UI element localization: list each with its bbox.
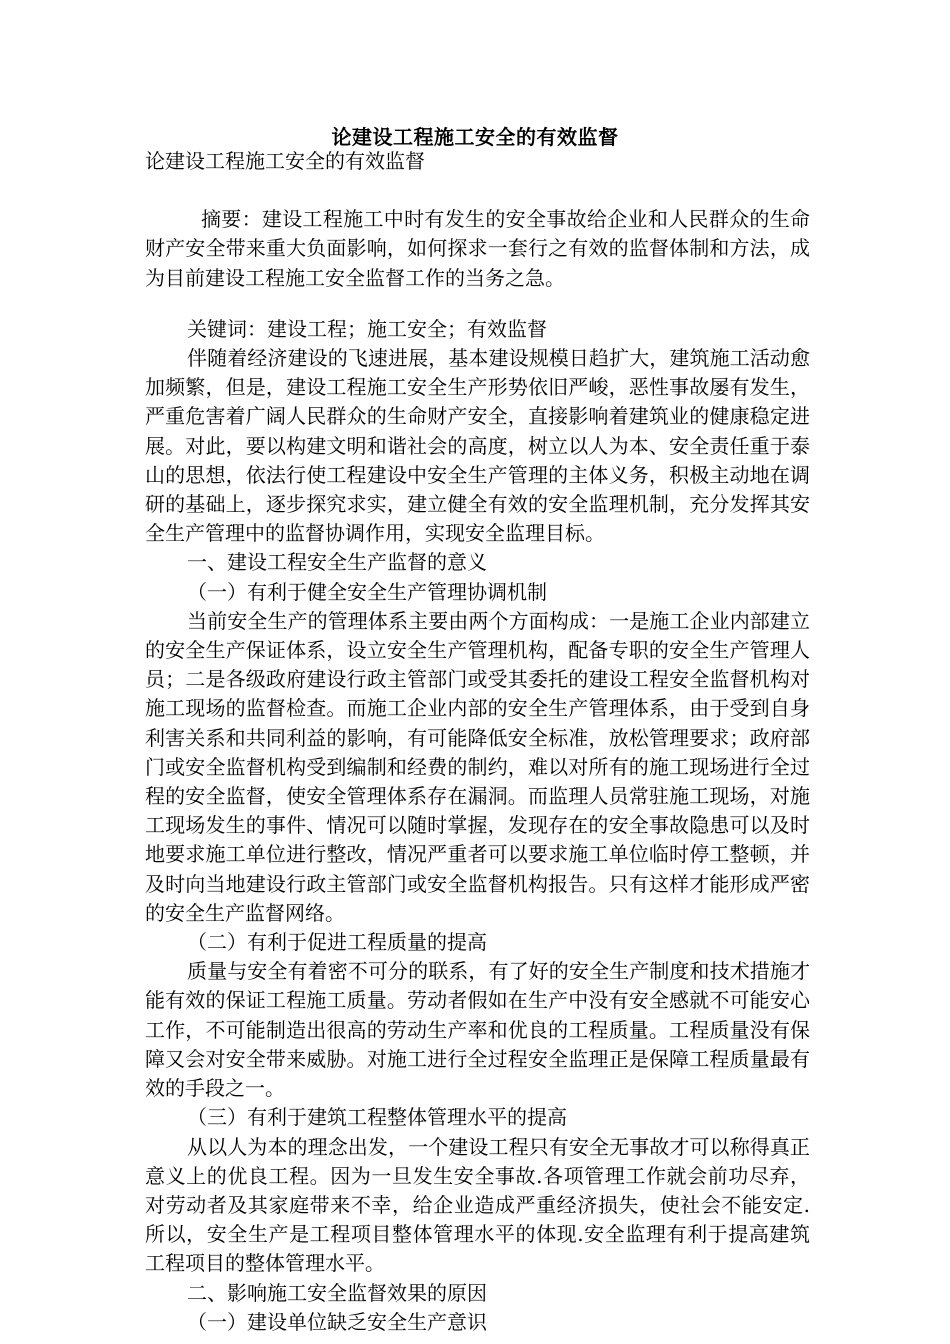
document-body [145,147,810,1337]
body-paragraph: 质量与安全有着密不可分的联系，有了好的安全生产制度和技术措施才能有效的保证工程施工质量。劳动者假如在生产中没有安全感就不可能安心工作，不可能制造出很高的劳动生产率和优良的工程质量。工程质量没有保障又会对安全带来威胁。对施工进行全过程安全监理正是保障工程质量最有效的手段之一。 [145,959,810,1101]
section-heading: 二、影响施工安全监督效果的原因 [187,1280,487,1305]
body-paragraph: 当前安全生产的管理体系主要由两个方面构成：一是施工企业内部建立的安全生产保证体系，设立安全生产管理机构，配备专职的安全生产管理人员；二是各级政府建设行政主管部门或受其委托的建设工程安全监督机构对施工现场的监督检查。而施工企业内部的安全生产管理体系，由于受到自身利害关系和共同利益的影响，有可能降低安全标准，放松管理要求；政府部门或安全监督机构受到编制和经费的制约，难以对所有的施工现场进行全过程的安全监督，使安全管理体系存在漏洞。而监理人员常驻施工现场，对施工现场发生的事件、情况可以随时掌握，发现存在的安全事故隐患可以及时地要求施工单位进行整改，情况严重者可以要求施工单位临时停工整顿，并及时向当地建设行政主管部门或安全监督机构报告。只有这样才能形成严密的安全生产监督网络。 [145,608,810,925]
intro-paragraph: 伴随着经济建设的飞速进展，基本建设规模日趋扩大，建筑施工活动愈加频繁，但是，建设工程施工安全生产形势依旧严峻，恶性事故屡有发生，严重危害着广阔人民群众的生命财产安全，直接影响着建筑业的健康稳定进展。对此，要以构建文明和谐社会的高度，树立以人为本、安全责任重于泰山的思想，依法行使工程建设中安全生产管理的主体义务，积极主动地在调研的基础上，逐步探究求实，建立健全有效的安全监理机制，充分发挥其安全生产管理中的监督协调作用，实现安全监理目标。 [145,346,810,546]
subsection-heading: （二）有利于促进工程质量的提高 [187,930,487,955]
body-paragraph: 从以人为本的理念出发，一个建设工程只有安全无事故才可以称得真正意义上的优良工程。因为一旦发生安全事故.各项管理工作就会前功尽弃，对劳动者及其家庭带来不幸，给企业造成严重经济损失，使社会不能安定.所以，安全生产是工程项目整体管理水平的体现.安全监理有利于提高建筑工程项目的整体管理水平。 [145,1134,810,1276]
document-subtitle: 论建设工程施工安全的有效监督 [145,149,425,173]
keywords-line: 关键词：建设工程；施工安全；有效监督 [187,316,547,341]
subsection-heading: （三）有利于建筑工程整体管理水平的提高 [187,1105,567,1130]
subsection-heading: （一）建设单位缺乏安全生产意识 [187,1309,487,1334]
section-heading: 一、建设工程安全生产监督的意义 [187,550,487,575]
abstract-paragraph: 摘要：建设工程施工中时有发生的安全事故给企业和人民群众的生命财产安全带来重大负面影响，如何探求一套行之有效的监督体制和方法，成为目前建设工程施工安全监督工作的当务之急。 [145,207,810,290]
subsection-heading: （一）有利于健全安全生产管理协调机制 [187,579,547,604]
document-title: 论建设工程施工安全的有效监督 [331,125,619,149]
